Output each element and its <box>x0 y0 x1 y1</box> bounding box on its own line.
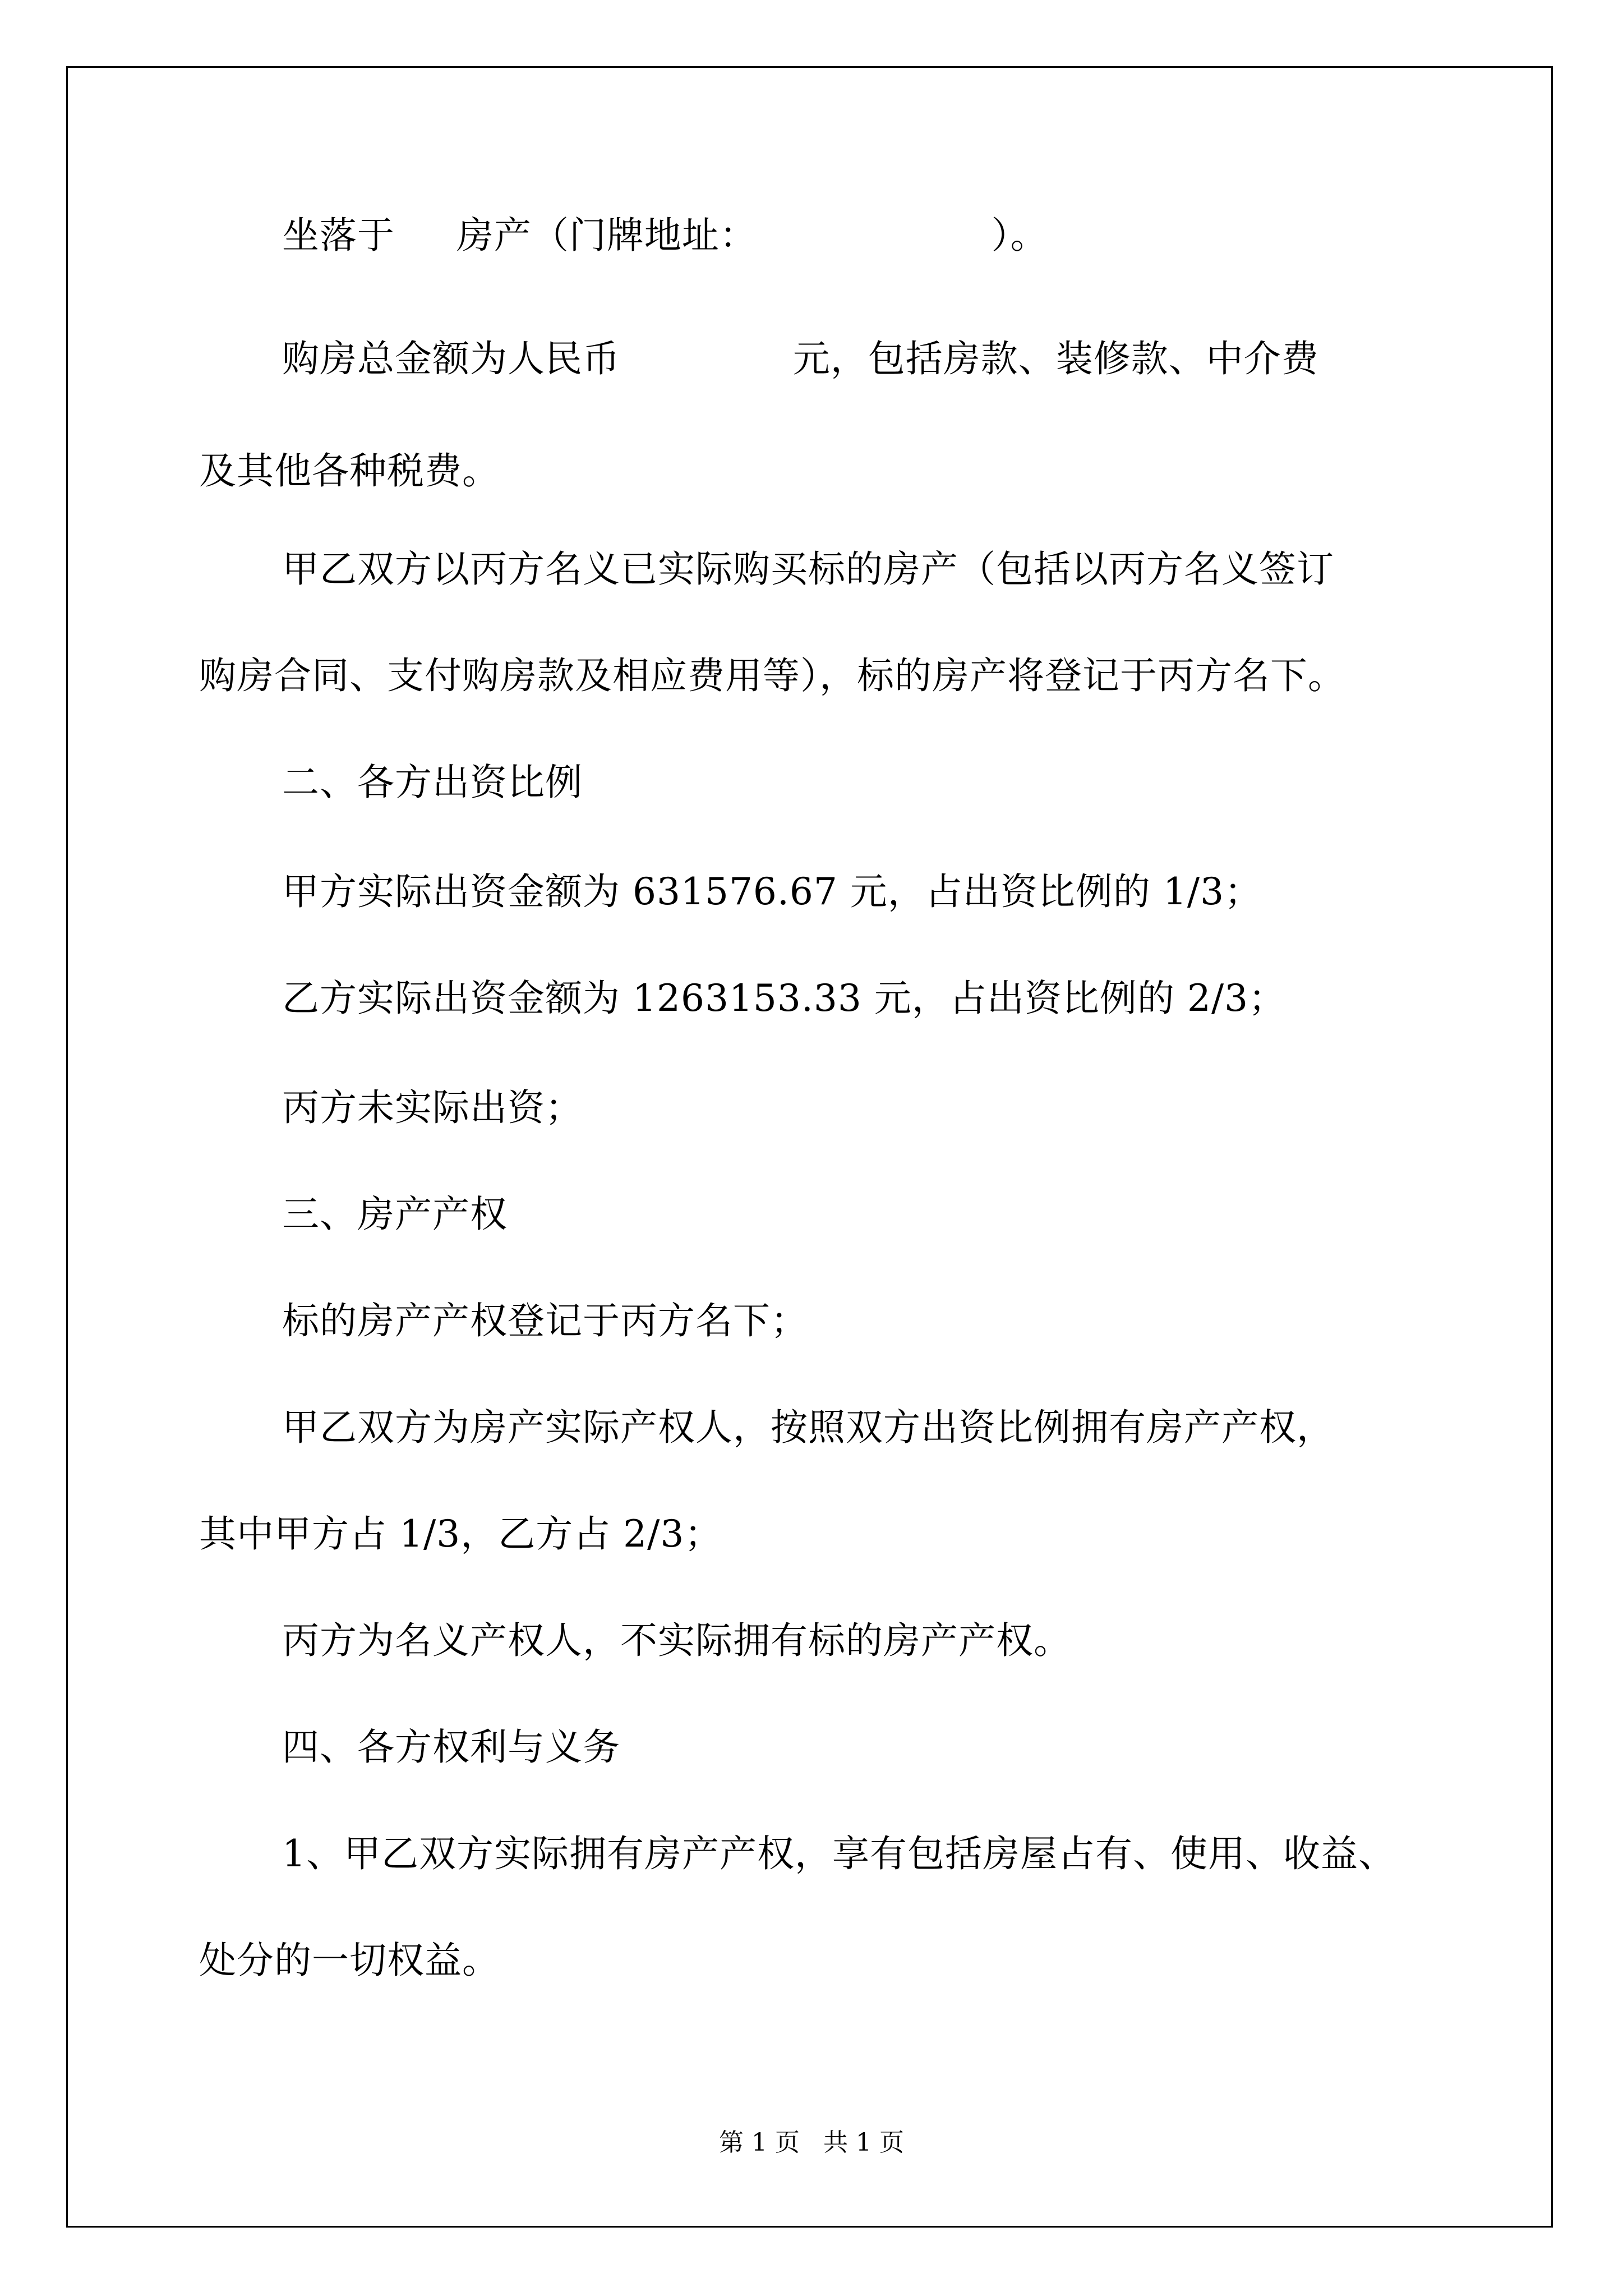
paragraph-line: 购房总金额为人民币 元，包括房款、装修款、中介费 <box>282 337 1319 380</box>
paragraph-line: 甲乙双方以丙方名义已实际购买标的房产（包括以丙方名义签订 <box>282 547 1334 591</box>
section-heading: 三、房产产权 <box>282 1193 508 1236</box>
paragraph-line: 标的房产产权登记于丙方名下； <box>282 1299 808 1342</box>
page-footer: 第 1 页 共 1 页 <box>719 2128 904 2157</box>
paragraph-line: 及其他各种税费。 <box>199 449 500 493</box>
section-heading: 二、各方出资比例 <box>282 761 583 804</box>
paragraph-line: 丙方为名义产权人，不实际拥有标的房产产权。 <box>282 1619 1071 1662</box>
paragraph-line: 甲方实际出资金额为 631576.67 元，占出资比例的 1/3； <box>282 870 1262 913</box>
section-heading: 四、各方权利与义务 <box>282 1726 620 1769</box>
paragraph-line: 处分的一切权益。 <box>199 1939 500 1982</box>
page-border <box>66 66 1553 2228</box>
paragraph-line: 乙方实际出资金额为 1263153.33 元，占出资比例的 2/3； <box>282 977 1287 1020</box>
paragraph-line: 丙方未实际出资； <box>282 1086 583 1129</box>
paragraph-line: 其中甲方占 1/3，乙方占 2/3； <box>199 1512 722 1556</box>
paragraph-line: 1、甲乙双方实际拥有房产产权，享有包括房屋占有、使用、收益、 <box>282 1832 1396 1875</box>
paragraph-line: 购房合同、支付购房款及相应费用等），标的房产将登记于丙方名下。 <box>199 654 1345 697</box>
paragraph-line: 坐落于 房产（门牌地址： ）。 <box>282 214 1048 257</box>
paragraph-line: 甲乙双方为房产实际产权人，按照双方出资比例拥有房产产权， <box>282 1406 1334 1449</box>
